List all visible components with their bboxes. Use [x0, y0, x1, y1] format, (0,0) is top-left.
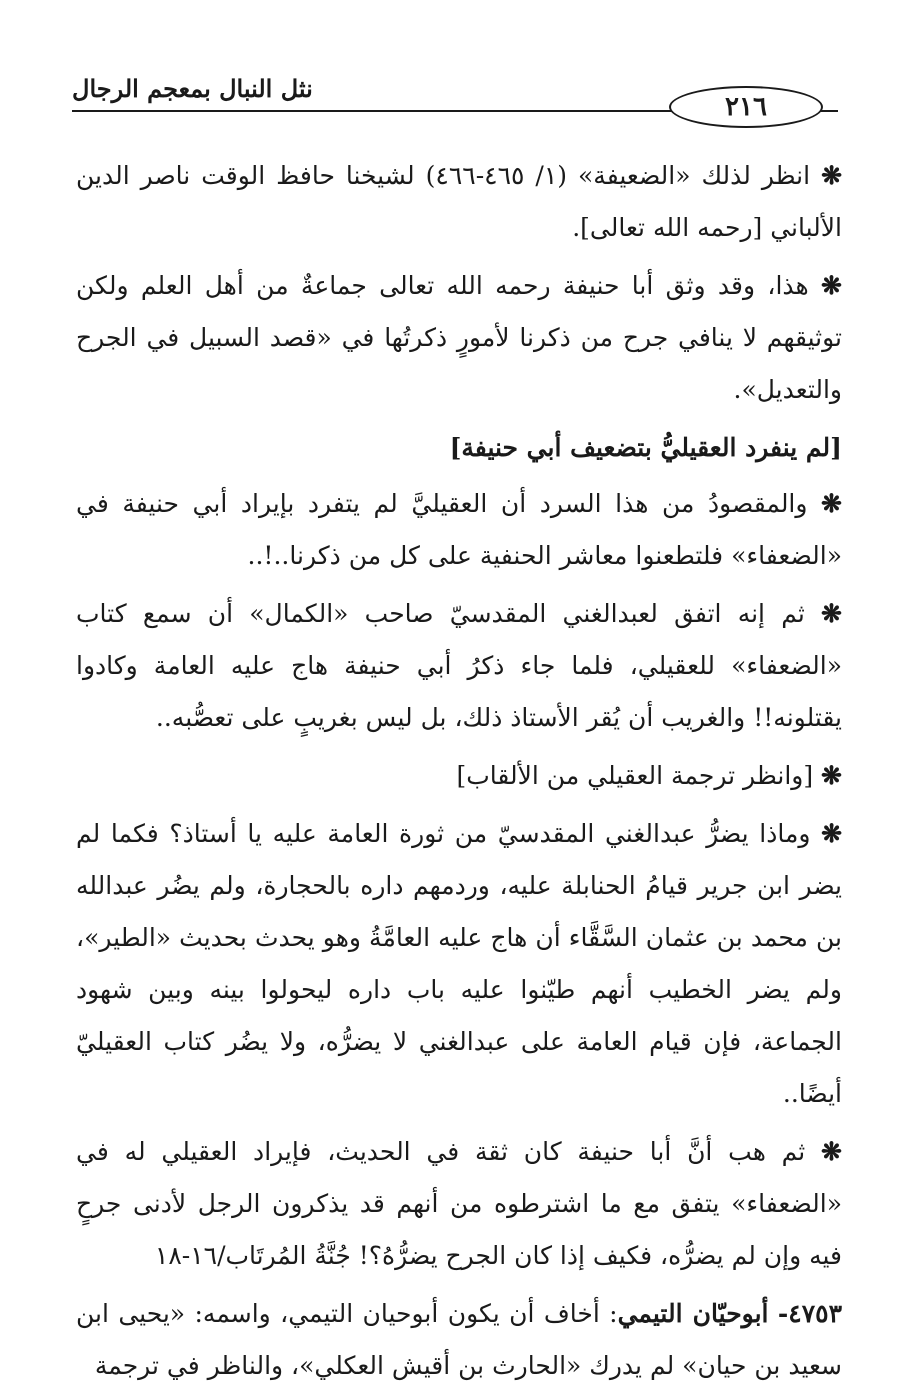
paragraph-text: ثم إنه اتفق لعبدالغني المقدسيّ صاحب «الكمال» أن سمع كتاب «الضعفاء» للعقيلي، فلما جاء ذكرُ أبي حنيفة هاج عليه العامة وكادوا يقتلونه!! والغريب أن يُقر الأستاذ ذلك، بل ليس بغريبٍ على تعصُّبه.. [76, 599, 842, 732]
paragraph-text: انظر لذلك «الضعيفة» (١/ ٤٦٥-٤٦٦) لشيخنا حافظ الوقت ناصر الدين الألباني [رحمه الله تعالى]. [76, 161, 842, 242]
biography-entry [76, 1288, 842, 1392]
note-marker-icon: ❋ [821, 599, 842, 628]
paragraph [76, 808, 842, 1120]
note-marker-icon: ❋ [821, 161, 843, 190]
paragraph-text: هذا، وقد وثق أبا حنيفة رحمه الله تعالى جماعةٌ من أهل العلم ولكن توثيقهم لا ينافي جرح من ذكرنا لأمورٍ ذكرتُها في «قصد السبيل في الجرح والتعديل». [76, 271, 842, 404]
paragraph [76, 750, 842, 802]
note-marker-icon: ❋ [821, 1137, 842, 1166]
entry-text: : أخاف أن يكون أبوحيان التيمي، واسمه: «يحيى ابن سعيد بن حيان» لم يدرك «الحارث بن أقيش العكلي»، والناظر في ترجمة [76, 1299, 842, 1380]
page-header [72, 70, 838, 120]
paragraph [76, 478, 842, 582]
note-marker-icon: ❋ [821, 761, 842, 790]
section-heading: [لم ينفرد العقيليُّ بتضعيف أبي حنيفة] [449, 433, 842, 462]
paragraph-text: وماذا يضرُّ عبدالغني المقدسيّ من ثورة العامة عليه يا أستاذ؟ فكما لم يضر ابن جرير قيامُ الحنابلة عليه، وردمهم داره بالحجارة، ولم يضُر عبدالله بن محمد بن عثمان السَّقَّاء أن هاج عليه العامَّةُ وهو يحدث بحديث «الطير»، ولم يضر الخطيب أنهم طيّنوا عليه باب داره ليحولوا بينه وبين شهود الجماعة، فإن قيام العامة على عبدالغني لا يضرُّه، ولا يضُر كتاب العقيليّ أيضًا.. [76, 819, 842, 1108]
paragraph [76, 150, 842, 254]
book-title: نثل النبال بمعجم الرجال [72, 74, 313, 103]
paragraph-text: [وانظر ترجمة العقيلي من الألقاب] [456, 761, 814, 790]
entry-name: أبوحيّان التيمي [617, 1299, 769, 1328]
paragraph [76, 588, 842, 744]
note-marker-icon: ❋ [821, 489, 842, 518]
paragraph [76, 1126, 842, 1282]
note-marker-icon: ❋ [821, 819, 843, 848]
note-marker-icon: ❋ [821, 271, 842, 300]
paragraph [76, 260, 842, 416]
page-body [76, 150, 842, 1398]
paragraph-text: ثم هب أنَّ أبا حنيفة كان ثقة في الحديث، فإيراد العقيلي له في «الضعفاء» يتفق مع ما اشترطوه من أنهم قد يذكرون الرجل لأدنى جرحٍ فيه وإن لم يضرُّه، فكيف إذا كان الجرح يضرُّهُ؟! جُنَّةُ المُرتَاب/١٦-١٨ [76, 1137, 842, 1270]
paragraph-text: والمقصودُ من هذا السرد أن العقيليَّ لم يتفرد بإيراد أبي حنيفة في «الضعفاء» فلتطعنوا معاشر الحنفية على كل من ذكرنا..!.. [76, 489, 842, 570]
entry-number: ٤٧٥٣- [777, 1299, 842, 1328]
page-number: ٢١٦ [669, 86, 823, 128]
